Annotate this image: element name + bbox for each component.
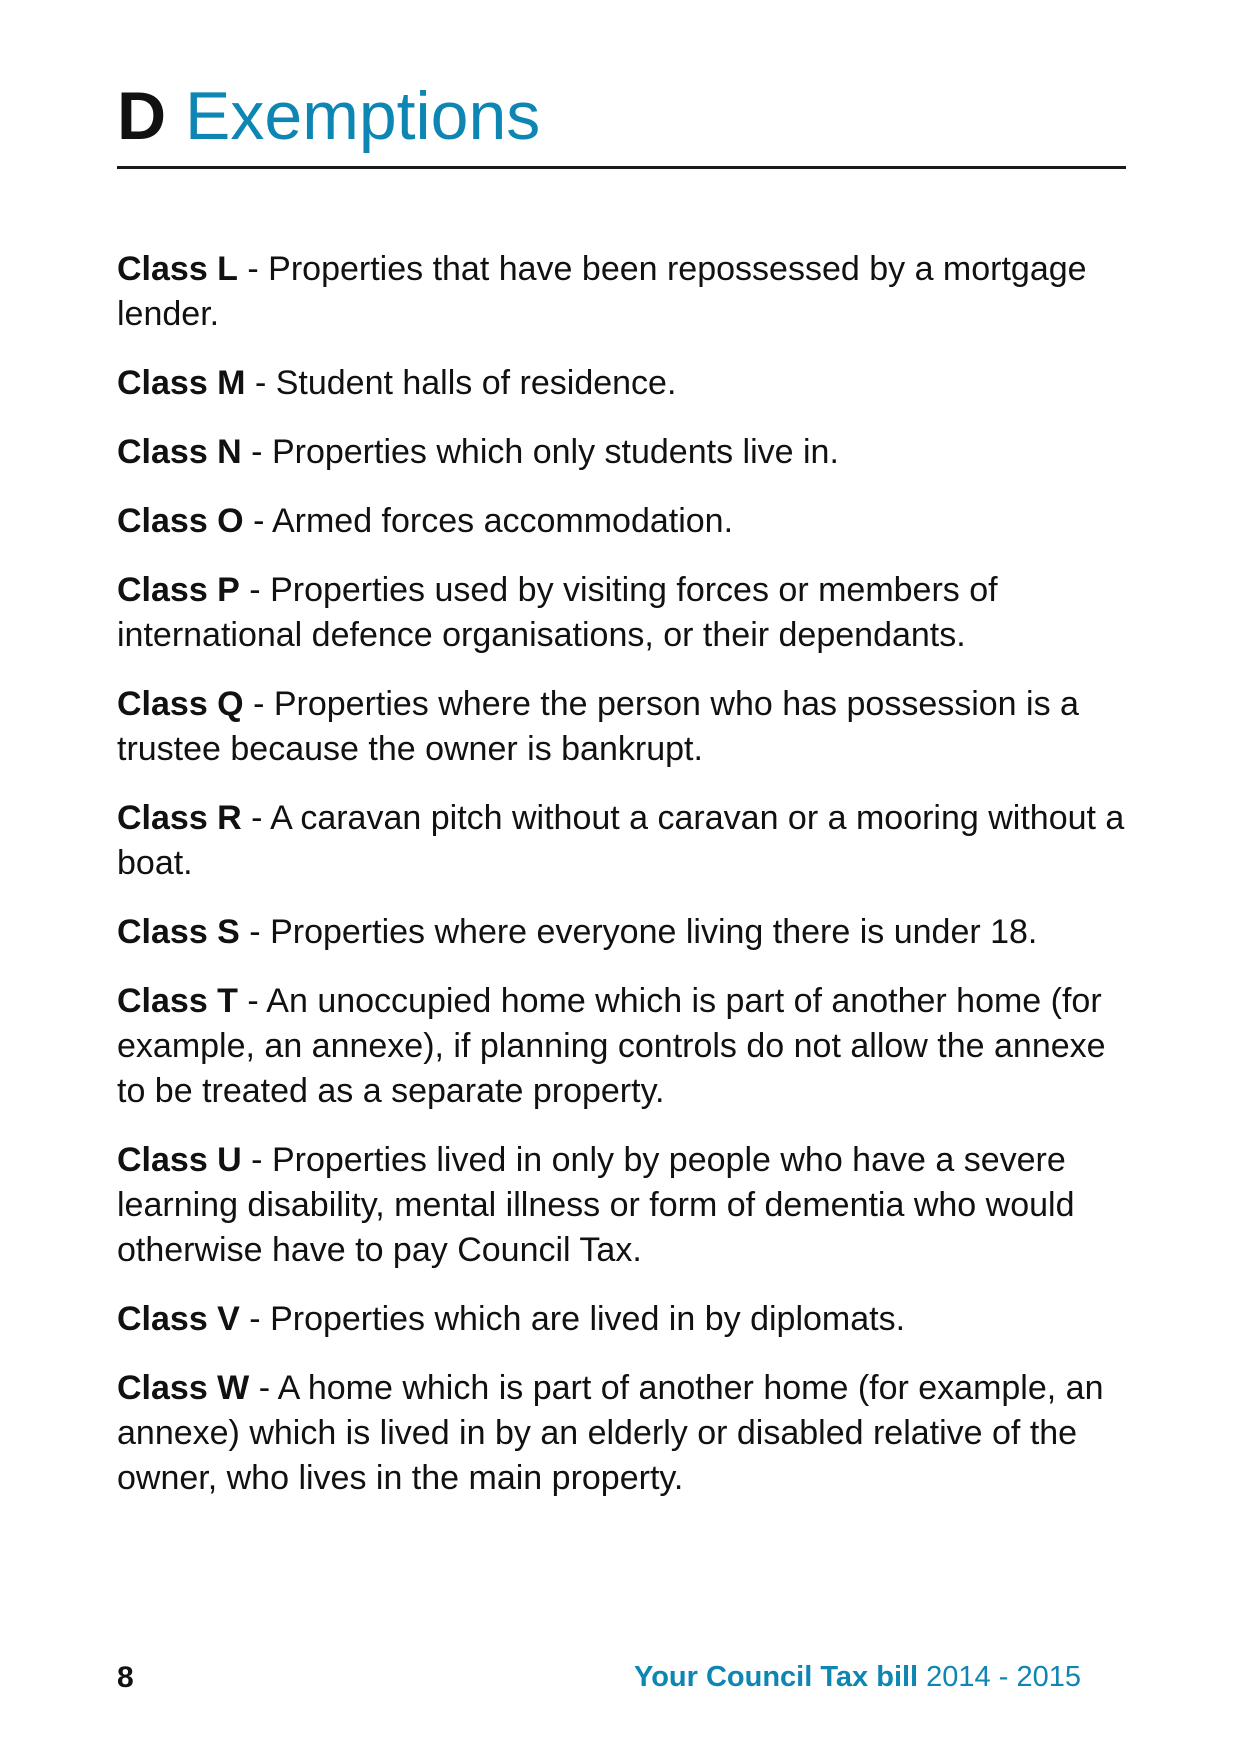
exemption-class-v [117, 1297, 1132, 1342]
publication-title: Your Council Tax bill [634, 1661, 919, 1693]
exemption-class-label: Class R [117, 799, 242, 837]
exemption-class-s [117, 910, 1132, 955]
exemption-class-label: Class O [117, 502, 244, 540]
exemption-description: - Properties which are lived in by diplomats. [239, 1300, 906, 1338]
exemption-class-label: Class P [117, 571, 240, 609]
exemption-class-o [117, 499, 1132, 544]
page-heading [117, 72, 540, 160]
exemption-class-n [117, 430, 1132, 475]
exemption-description: - Armed forces accommodation. [243, 502, 734, 540]
exemption-description: - Student halls of residence. [245, 364, 677, 402]
exemption-class-q [117, 682, 1132, 772]
exemption-class-label: Class W [117, 1369, 250, 1407]
page-number: 8 [117, 1661, 134, 1694]
exemption-class-label: Class Q [117, 685, 244, 723]
exemption-list [117, 247, 1132, 1525]
exemption-class-w [117, 1366, 1132, 1501]
exemption-class-p [117, 568, 1132, 658]
heading-divider [117, 166, 1126, 169]
exemption-class-m [117, 361, 1132, 406]
exemption-class-label: Class U [117, 1141, 242, 1179]
exemption-description: - Properties lived in only by people who have a severe learning disability, mental illness or form of dementia who would otherwise have to pay Council Tax. [117, 1141, 1075, 1269]
exemption-class-label: Class N [117, 433, 242, 471]
exemption-description: - Properties that have been repossessed by a mortgage lender. [117, 250, 1087, 333]
exemption-description: - A home which is part of another home (for example, an annexe) which is lived in by an elderly or disabled relative of the owner, who lives in the main property. [117, 1369, 1104, 1497]
exemption-description: - A caravan pitch without a caravan or a mooring without a boat. [117, 799, 1125, 882]
exemption-class-l [117, 247, 1132, 337]
publication-footer [634, 1659, 1081, 1695]
exemption-class-label: Class V [117, 1300, 240, 1338]
exemption-class-label: Class L [117, 250, 238, 288]
section-title: Exemptions [185, 78, 541, 154]
exemption-class-label: Class M [117, 364, 246, 402]
exemption-description: - Properties which only students live in. [241, 433, 839, 471]
exemption-class-label: Class T [117, 982, 238, 1020]
exemption-description: - Properties used by visiting forces or members of international defence organisations, or their dependants. [117, 571, 998, 654]
publication-years: 2014 - 2015 [926, 1661, 1081, 1693]
exemption-class-label: Class S [117, 913, 240, 951]
exemption-class-t [117, 979, 1132, 1114]
exemption-description: - Properties where everyone living there is under 18. [239, 913, 1038, 951]
exemption-class-r [117, 796, 1132, 886]
exemption-class-u [117, 1138, 1132, 1273]
exemption-description: - An unoccupied home which is part of another home (for example, an annexe), if planning controls do not allow the annexe to be treated as a separate property. [117, 982, 1106, 1110]
section-letter: D [117, 78, 167, 154]
exemption-description: - Properties where the person who has possession is a trustee because the owner is bankrupt. [117, 685, 1079, 768]
